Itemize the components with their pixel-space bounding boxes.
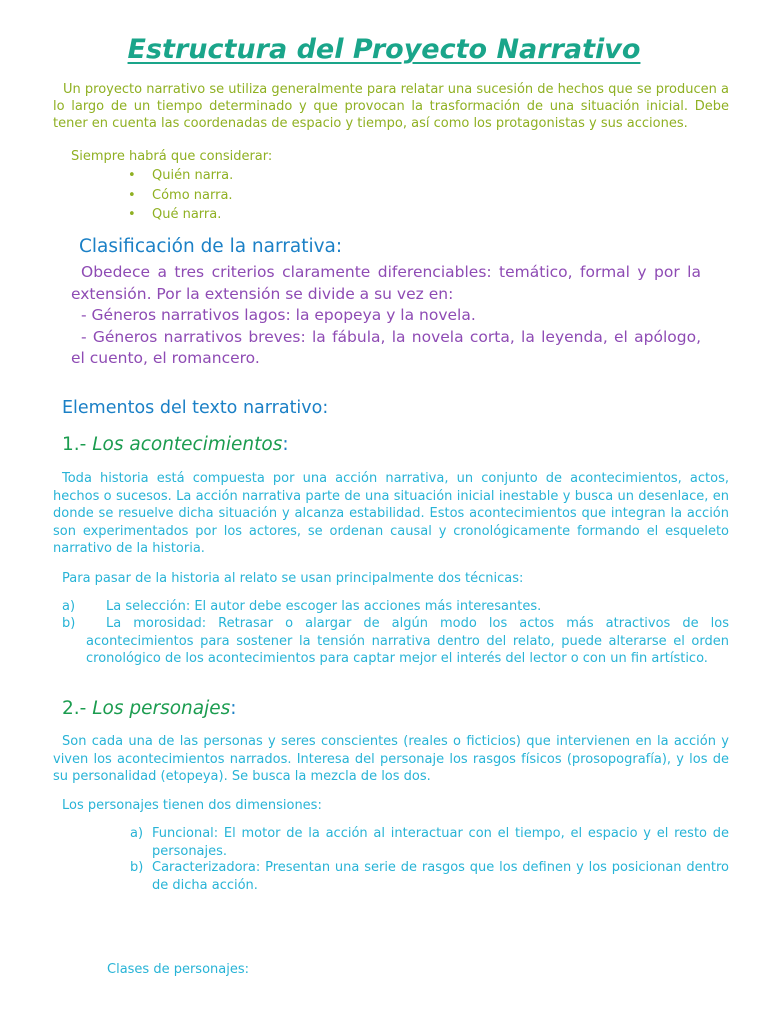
heading-colon: : [335,236,343,257]
tecnicas-intro: Para pasar de la historia al relato se usan principalmente dos técnicas: [62,571,524,586]
acontecimientos-heading [62,434,289,455]
intro-consider-text: Siempre habrá que considerar: [71,149,273,164]
section-title: Los acontecimientos [92,434,283,455]
elementos-heading [62,398,328,418]
list-item: • Qué narra. [128,205,233,225]
elementos-heading-text: Elementos del texto narrativo [62,398,323,418]
intro-bullet-list [128,166,233,225]
list-item: • Cómo narra. [128,186,233,206]
heading-colon: : [322,398,329,418]
list-letter: a) [62,599,76,614]
dimensiones-intro: Los personajes tienen dos dimensiones: [62,798,322,813]
personajes-heading [62,698,237,719]
list-letter: b) [130,860,144,875]
acontecimientos-paragraph: Toda historia está compuesta por una acción narrativa, un conjunto de acontecimientos, actos, hechos o sucesos. La acción narrativa parte de una situación inicial inestable y busca un desenlace, en donde se resuelve dicha situación y alcanza estabilidad. Estos acontecimientos que integran la acción son experimentados por los actores, se ordenan causal y cronológicamente formando el esqueleto narrativo de la historia. [53,471,729,556]
clasificacion-body [71,262,701,370]
section-number: 2.- [62,698,93,719]
tecnica-morosidad-text: La morosidad: Retrasar o alargar de algún modo los actos más atractivos de los acontecimientos para sostener la tensión narrativa dentro del relato, puede alterarse el orden cronológico de los acontecimientos para captar mejor el interés del lector o con un fin artístico. [86,616,729,666]
tecnica-seleccion-text: La selección: El autor debe escoger las acciones más interesantes. [106,599,542,614]
clasificacion-heading-text: Clasificación de la narrativa [79,236,336,257]
clasificacion-item-largos: - Géneros narrativos lagos: la epopeya y la novela. [81,306,476,324]
dimension-caracterizadora-text: Caracterizadora: Presentan una serie de rasgos que los definen y los posicionan dentro de dicha acción. [152,860,729,893]
clases-personajes-text: Clases de personajes: [107,962,250,977]
clasificacion-paragraph: Obedece a tres criterios claramente diferenciables: temático, formal y por la extensión. Por la extensión se divide a su vez en: [71,263,701,303]
intro-paragraph: Un proyecto narrativo se utiliza generalmente para relatar una sucesión de hechos que se producen a lo largo de un tiempo determinado y que provocan la trasformación de una situación inicial. Debe tener en cuenta las coordenadas de espacio y tiempo, así como los protagonistas y sus acciones. [53,82,729,131]
dimension-funcional-text: Funcional: El motor de la acción al interactuar con el tiempo, el espacio y el resto de personajes. [152,826,729,859]
clasificacion-heading [79,236,342,257]
section-number: 1.- [62,434,93,455]
clasificacion-item-breves: - Géneros narrativos breves: la fábula, la novela corta, la leyenda, el apólogo, el cuento, el romancero. [71,327,701,367]
section-title: Los personajes [92,698,231,719]
page-title: Estructura del Proyecto Narrativo [127,34,641,65]
list-letter: b) [62,616,76,631]
list-item: • Quién narra. [128,166,233,186]
list-letter: a) [130,826,144,841]
heading-colon: : [282,434,289,455]
personajes-paragraph: Son cada una de las personas y seres conscientes (reales o ficticios) que intervienen en la acción y viven los acontecimientos narrados. Interesa del personaje los rasgos físicos (prosopografía), y los de su personalidad (etopeya). Se busca la mezcla de los dos. [53,734,729,784]
heading-colon: : [230,698,237,719]
